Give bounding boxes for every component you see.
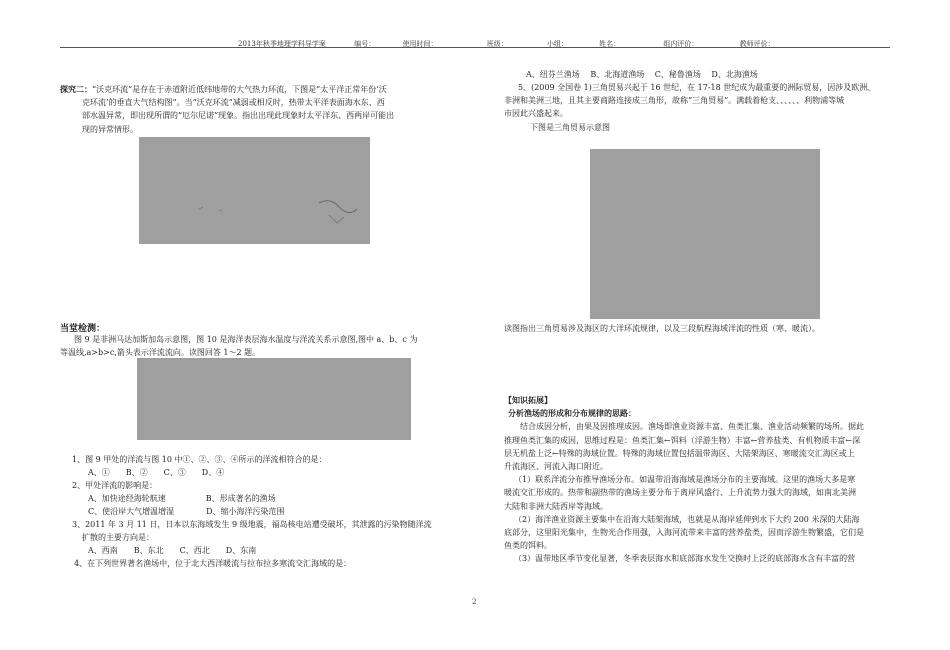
q1-options: A、① B、② C、③ D、④	[88, 468, 225, 477]
triangle-trade-figure	[590, 149, 820, 319]
header-field-name: 姓名：	[599, 40, 621, 48]
page-number: 2	[472, 598, 477, 606]
ext-p2-1: （1）联系洋流分布推导渔场分布。如温带沿海海域是渔场分布的主要海域。这里的渔场大多是寒	[514, 475, 856, 485]
coast-line-east	[319, 201, 357, 213]
explore-label: 探究二：	[60, 84, 92, 94]
walker-circulation-figure	[139, 137, 370, 244]
header-field-teacher-eval: 教师评价：	[739, 40, 775, 48]
q5-text-3: 市因此兴盛起来。	[504, 109, 568, 119]
header-field-time: 使用时间：	[402, 40, 438, 48]
ext-p2-2: 暖流交汇形成的。热带和副热带的渔场主要分布于离岸风盛行、上升流势力强大的海域，如南北美洲	[504, 488, 856, 498]
q4-options: A、纽芬兰渔场 B、北海道渔场 C、秘鲁渔场 D、北海渔场	[526, 70, 758, 79]
explore-text-4: 现的异常情形。	[82, 124, 138, 134]
ext-p3-2: 底部分，这里阳光集中，生物光合作用强，入海河流带来丰富的营养盐类，因而浮游生物繁盛，它们是	[504, 528, 864, 538]
q5-caption: 下图是三角贸易示意图	[530, 122, 610, 132]
q2-options-2: C、使沿岸大气增温增湿 D、缩小海洋污染范围	[88, 507, 285, 516]
q5-text-1: 5、(2009 全国卷 1)三角贸易兴起于 16 世纪，在 17-18 世纪成为最重要的洲际贸易，因涉及欧洲、	[518, 83, 876, 92]
header-title: 2013年秋季地理学科导学案	[238, 40, 326, 48]
check-heading: 当堂检测：	[60, 324, 106, 334]
q5-text-2: 非洲和美洲三地，且其主要商路连接成三角形，故称“三角贸易”。满载着枪支、、、、、、利物浦等城	[504, 96, 845, 106]
q4-stem: 4、在下列世界著名渔场中，位于北大西洋暖流与拉布拉多寒流交汇海域的是：	[74, 559, 352, 568]
q3-options: A、西南 B、东北 C、西北 D、东南	[88, 546, 257, 555]
ext-p1-3: 层无机盐上泛←特殊的海域位置。特殊的海域位置包括温带海区、大陆架海区、寒暖流交汇海区或上	[504, 448, 855, 458]
ext-heading: 【知识拓展】	[504, 395, 552, 405]
q2-stem: 2、甲处洋流的影响是：	[72, 481, 158, 490]
coast-line-detail	[329, 215, 344, 223]
check-intro-2: 等温线,a>b>c,箭头表示洋流流向。读图回答 1～2 题。	[60, 348, 261, 358]
questions-block	[60, 453, 460, 570]
ext-p1-2: 推理鱼类汇集的成因，思维过程是：鱼类汇集←饵料（浮游生物）丰富←营养盐类、有机物质丰富←深	[504, 435, 861, 445]
header-rule	[60, 47, 890, 48]
q2-options-1: A、加快途经海轮航速 B、形成著名的渔场	[88, 494, 276, 503]
header-field-class: 班级：	[486, 40, 508, 48]
q1-stem: 1、图 9 甲处的洋流与图 10 中①、②、③、④所示的洋流相符合的是：	[72, 455, 327, 464]
ext-p3-3: 鱼类的饵料。	[504, 541, 552, 551]
ext-p1-1: 结合成因分析，由果及因推理成因。渔场即渔业资源丰富、鱼类汇集、渔业活动频繁的场所。据此	[520, 422, 864, 432]
ext-p3-1: （2）海洋渔业资源主要集中在沿海大陆架海域，也就是从海岸延伸到水下大约 200 米深的大陆海	[514, 514, 860, 524]
q3-stem-2: 扩散的主要方向是：	[82, 533, 154, 542]
madagascar-current-figure	[137, 358, 411, 440]
walker-figure-sketch	[139, 137, 370, 244]
explore-section	[60, 83, 460, 136]
ext-p2-3: 大陆和非洲大陆西岸等海域。	[504, 501, 608, 511]
explore-line-1	[60, 83, 460, 96]
ext-p4-1: （3）温带地区季节变化显著，冬季表层海水和底部海水发生交换时上泛的底部海水含有丰富的营	[514, 554, 856, 564]
ext-p1-4: 升流海区、河流入海口附近。	[504, 462, 608, 472]
explore-text-1: “沃克环流”是存在于赤道附近低纬地带的大气热力环流，下图是”太平洋正常年份‘沃	[92, 85, 387, 94]
q5-after: 读图指出三角贸易涉及海区的大洋环流规律，以及三段航程海域洋流的性质（寒、暖流）。	[504, 324, 820, 333]
explore-text-2: 克环流’的垂直大气结构图”。当“沃克环流”减弱或相反时，热带太平洋表面海水东、西	[82, 98, 385, 108]
header-field-number: 编号：	[354, 40, 376, 48]
header-field-group-eval: 组内评价：	[663, 40, 699, 48]
coast-line-west	[199, 207, 222, 211]
q5-block	[504, 81, 904, 134]
extension-section	[504, 394, 904, 566]
header-field-group: 小组：	[546, 40, 568, 48]
check-intro-1: 图 9 是非洲马达加斯加岛示意图，图 10 是海洋表层海水温度与洋流关系示意图,图中 a、b、c 为	[74, 335, 418, 344]
check-intro	[60, 333, 460, 359]
ext-subheading: 分析渔场的形成和分布规律的思路：	[508, 408, 636, 419]
explore-text-3: 部水温异常，即出现所谓的“厄尔尼诺”现象。指出出现此现象时太平洋东、西两岸可能出	[82, 111, 395, 121]
q3-stem-1: 3、2011 年 3 月 11 日，日本以东海域发生 9 级地震，福岛核电站遭受破坏，其泄露的污染物随洋流	[72, 520, 432, 529]
